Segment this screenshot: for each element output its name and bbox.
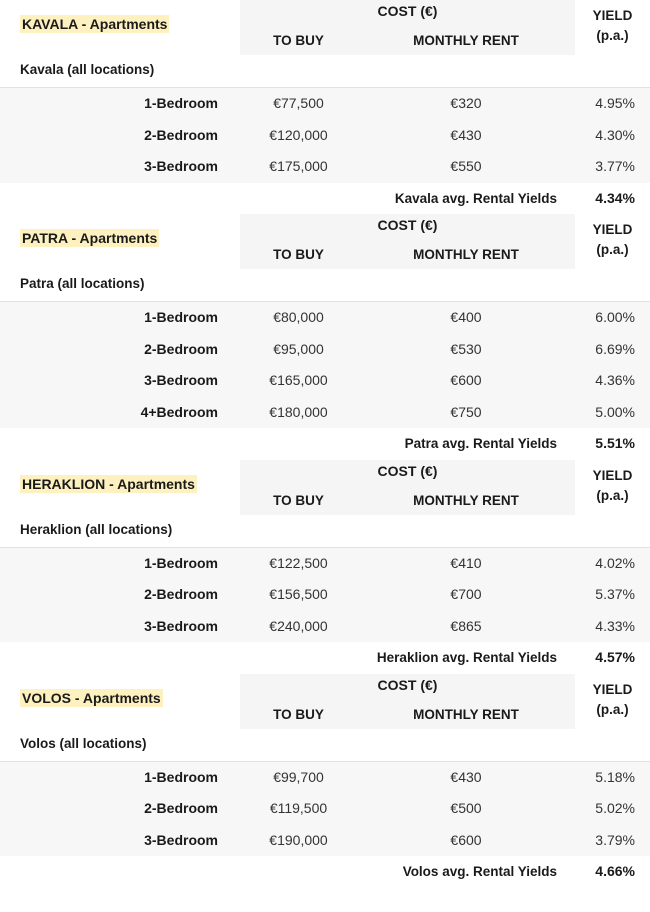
bedroom-type: 3-Bedroom	[144, 617, 218, 634]
average-row	[0, 183, 650, 215]
table-header	[0, 0, 650, 88]
table-row	[0, 334, 650, 366]
yield-value: 4.02%	[595, 554, 635, 571]
monthly-rent-header: MONTHLY RENT	[357, 241, 575, 269]
city-table	[0, 0, 650, 214]
yield-value: 4.30%	[595, 126, 635, 143]
monthly-rent-header: MONTHLY RENT	[357, 701, 575, 729]
table-row	[0, 151, 650, 183]
buy-price: €190,000	[269, 831, 328, 848]
to-buy-header: TO BUY	[240, 701, 357, 729]
yield-header	[575, 214, 650, 269]
to-buy-header: TO BUY	[240, 241, 357, 269]
buy-price: €122,500	[269, 554, 328, 571]
average-value: 4.66%	[595, 863, 635, 879]
buy-price: €99,700	[273, 768, 324, 785]
monthly-rent: €430	[450, 768, 482, 785]
average-value: 4.34%	[595, 189, 635, 206]
yield-header-sub: (p.a.)	[596, 242, 629, 257]
table-row	[0, 88, 650, 120]
monthly-rent: €865	[450, 617, 482, 634]
buy-price: €80,000	[273, 309, 324, 325]
yield-header-sub: (p.a.)	[596, 487, 629, 503]
location-label: Volos (all locations)	[20, 735, 147, 751]
table-row	[0, 120, 650, 152]
buy-price: €175,000	[269, 158, 328, 174]
yield-header-label: YIELD	[592, 681, 633, 697]
table-row	[0, 762, 650, 794]
yield-value: 4.36%	[595, 372, 635, 388]
yield-value: 4.95%	[595, 95, 635, 111]
city-title: HERAKLION - Apartments	[22, 475, 195, 492]
monthly-rent: €530	[450, 340, 482, 357]
yield-header-label: YIELD	[592, 222, 633, 237]
yield-header-sub: (p.a.)	[596, 701, 629, 717]
bedroom-type: 1-Bedroom	[144, 309, 218, 325]
table-row	[0, 397, 650, 429]
yield-header	[575, 460, 650, 515]
yield-value: 5.00%	[595, 403, 635, 420]
yield-header-label: YIELD	[592, 467, 633, 483]
city-title: KAVALA - Apartments	[22, 16, 168, 32]
monthly-rent: €430	[450, 126, 482, 143]
average-value: 5.51%	[595, 435, 635, 451]
bedroom-type: 1-Bedroom	[144, 95, 218, 111]
average-value: 4.57%	[595, 649, 635, 665]
buy-price: €180,000	[269, 403, 328, 420]
to-buy-header: TO BUY	[240, 27, 357, 55]
table-row	[0, 548, 650, 580]
table-row	[0, 825, 650, 857]
location-label: Patra (all locations)	[20, 276, 145, 291]
to-buy-header: TO BUY	[240, 487, 357, 515]
city-title: VOLOS - Apartments	[22, 689, 161, 706]
monthly-rent: €400	[450, 309, 482, 325]
yield-header	[575, 0, 650, 55]
bedroom-type: 1-Bedroom	[144, 768, 218, 785]
yield-value: 5.18%	[595, 768, 635, 785]
bedroom-type: 2-Bedroom	[144, 586, 218, 602]
buy-price: €120,000	[269, 126, 328, 143]
monthly-rent: €500	[450, 800, 482, 816]
table-row	[0, 302, 650, 334]
monthly-rent-header: MONTHLY RENT	[357, 27, 575, 55]
average-label: Patra avg. Rental Yields	[404, 436, 557, 451]
bedroom-type: 3-Bedroom	[144, 831, 218, 848]
monthly-rent: €750	[450, 403, 482, 420]
yield-header-label: YIELD	[592, 8, 633, 23]
average-row	[0, 642, 650, 674]
monthly-rent: €600	[450, 372, 482, 388]
city-title: PATRA - Apartments	[22, 230, 158, 246]
monthly-rent: €410	[450, 554, 482, 571]
buy-price: €119,500	[269, 800, 328, 816]
bedroom-type: 3-Bedroom	[144, 158, 218, 174]
bedroom-type: 4+Bedroom	[140, 403, 218, 420]
average-row	[0, 428, 650, 460]
location-label: Kavala (all locations)	[20, 62, 155, 77]
location-label: Heraklion (all locations)	[20, 521, 173, 537]
bedroom-type: 2-Bedroom	[144, 800, 218, 816]
yield-value: 6.00%	[595, 309, 635, 325]
bedroom-type: 1-Bedroom	[144, 554, 218, 571]
monthly-rent: €700	[450, 586, 482, 602]
cost-header: COST (€)	[240, 460, 575, 487]
table-row	[0, 793, 650, 825]
buy-price: €165,000	[269, 372, 328, 388]
cost-header: COST (€)	[240, 0, 575, 27]
table-row	[0, 365, 650, 397]
city-table	[0, 460, 650, 674]
monthly-rent-header: MONTHLY RENT	[357, 487, 575, 515]
buy-price: €77,500	[273, 95, 324, 111]
table-row	[0, 579, 650, 611]
bedroom-type: 2-Bedroom	[144, 340, 218, 357]
average-row	[0, 856, 650, 888]
cost-header: COST (€)	[240, 674, 575, 701]
average-label: Volos avg. Rental Yields	[402, 864, 557, 879]
table-row	[0, 611, 650, 643]
city-table	[0, 214, 650, 460]
yield-value: 4.33%	[595, 617, 635, 634]
yield-value: 3.79%	[595, 831, 635, 848]
average-label: Kavala avg. Rental Yields	[394, 190, 557, 206]
monthly-rent: €320	[450, 95, 482, 111]
buy-price: €95,000	[273, 340, 324, 357]
buy-price: €240,000	[269, 617, 328, 634]
yield-value: 6.69%	[595, 340, 635, 357]
table-header	[0, 674, 650, 762]
city-table	[0, 674, 650, 888]
yield-value: 3.77%	[595, 158, 635, 174]
yield-value: 5.37%	[595, 586, 635, 602]
average-label: Heraklion avg. Rental Yields	[376, 650, 557, 665]
table-header	[0, 214, 650, 302]
yield-value: 5.02%	[595, 800, 635, 816]
buy-price: €156,500	[269, 586, 328, 602]
yield-header	[575, 674, 650, 729]
bedroom-type: 2-Bedroom	[144, 126, 218, 143]
bedroom-type: 3-Bedroom	[144, 372, 218, 388]
yield-header-sub: (p.a.)	[596, 28, 629, 43]
cost-header: COST (€)	[240, 214, 575, 241]
table-header	[0, 460, 650, 548]
monthly-rent: €600	[450, 831, 482, 848]
monthly-rent: €550	[450, 158, 482, 174]
